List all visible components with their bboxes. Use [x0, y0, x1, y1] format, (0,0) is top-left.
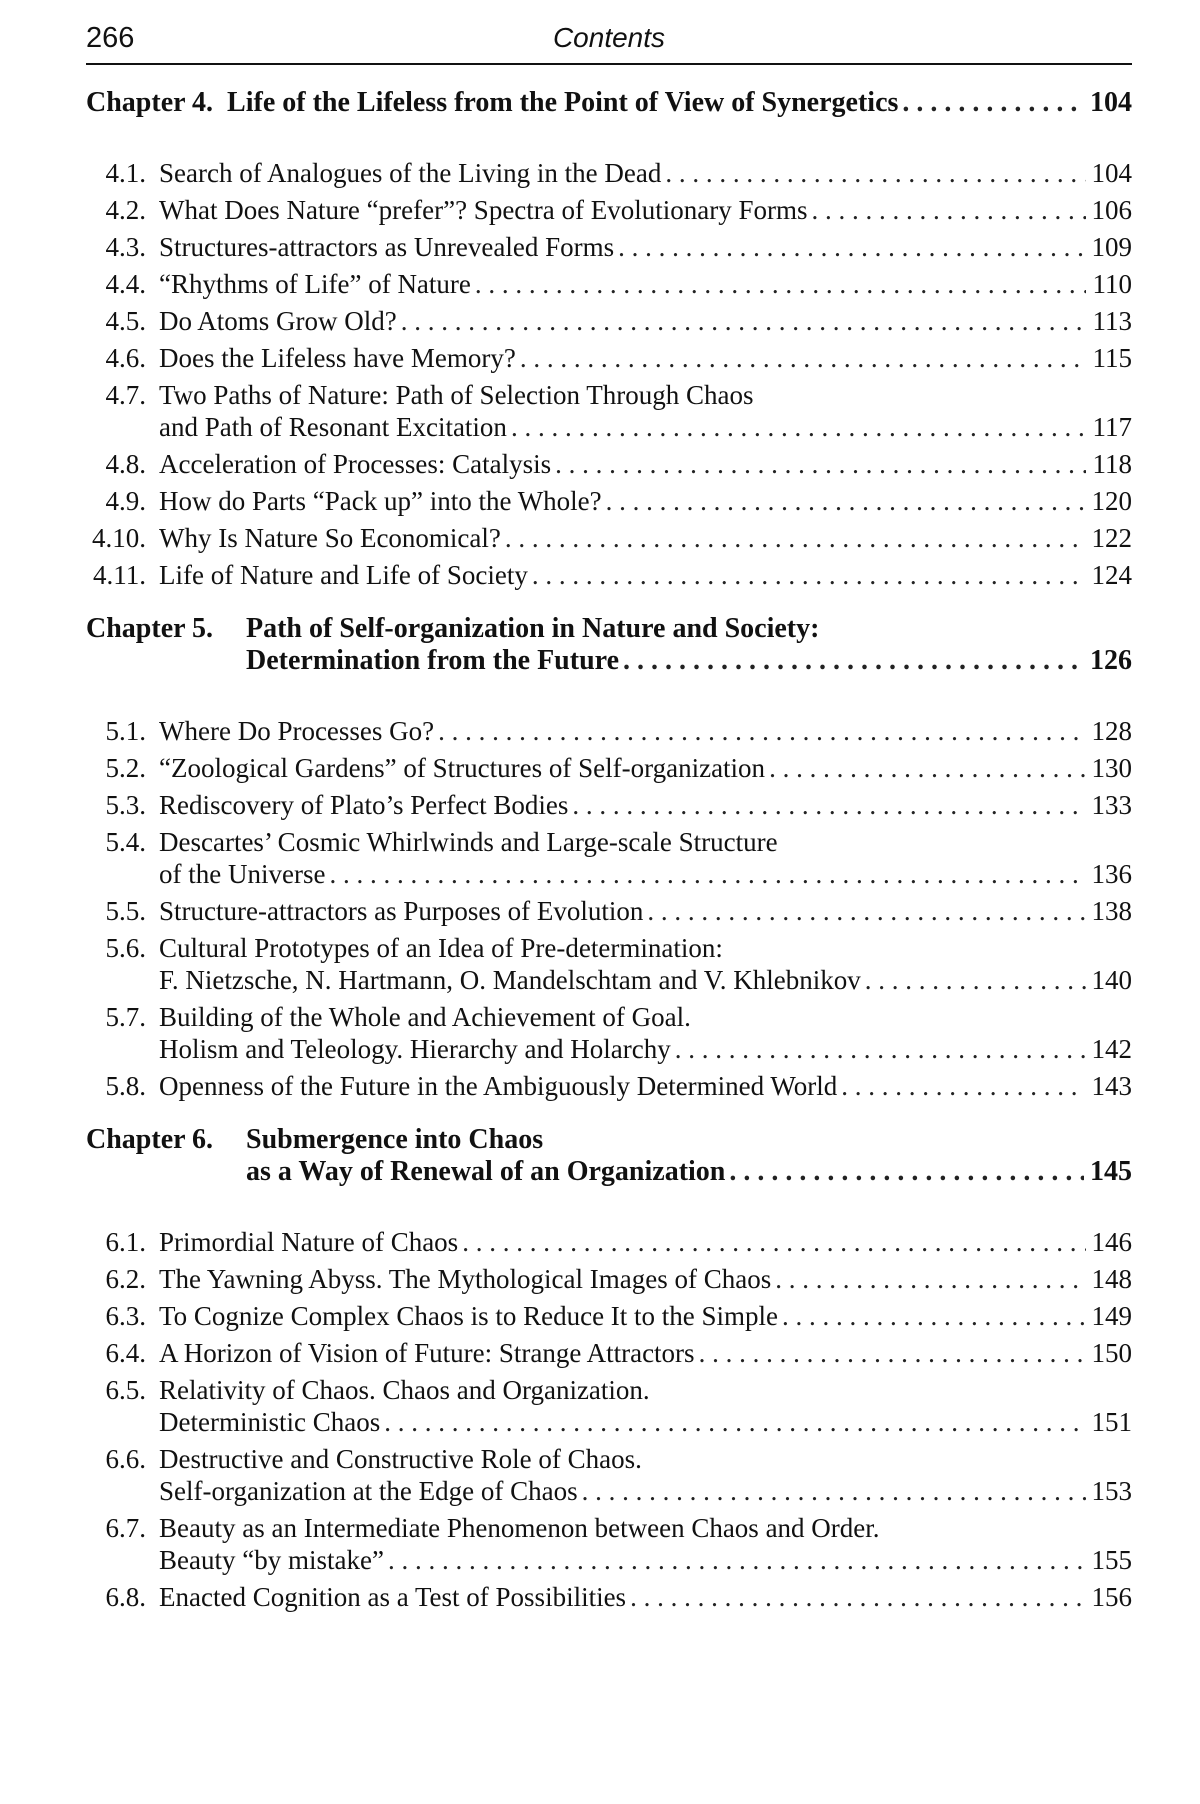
section-page-number: 138: [1091, 896, 1132, 926]
section-title-line: [159, 752, 1132, 784]
section-title-line: [159, 157, 1132, 189]
section-title-line: [159, 1070, 1132, 1102]
chapter-title: as a Way of Renewal of an Organization: [246, 1156, 726, 1187]
section-page-number: 110: [1092, 269, 1132, 299]
toc-entry[interactable]: [86, 1224, 1132, 1261]
section-title: F. Nietzsche, N. Hartmann, O. Mandelschtam and V. Khlebnikov: [159, 965, 861, 995]
section-title-block: [159, 1374, 1132, 1438]
section-title: Two Paths of Nature: Path of Selection Through Chaos: [159, 380, 754, 410]
section-number: 6.6.: [105, 1444, 146, 1474]
section-title: To Cognize Complex Chaos is to Reduce It to the Simple: [159, 1301, 779, 1331]
section-title-line: [159, 268, 1132, 300]
section-title-line: [159, 858, 1132, 890]
section-title-block: [159, 342, 1132, 374]
dot-leader: [438, 715, 1085, 747]
section-page-number: 136: [1091, 859, 1132, 889]
section-page-number: 149: [1091, 1301, 1132, 1331]
section-title: Self-organization at the Edge of Chaos: [159, 1476, 578, 1506]
section-title-block: [159, 1512, 1132, 1576]
section-page-number: 142: [1091, 1034, 1132, 1064]
section-number: 5.4.: [105, 827, 146, 857]
section-title: Descartes’ Cosmic Whirlwinds and Large-scale Structure: [159, 827, 778, 857]
section-title-line: [159, 1226, 1132, 1258]
dot-leader: [606, 485, 1086, 517]
section-page-number: 146: [1091, 1227, 1132, 1257]
section-number: 6.5.: [105, 1375, 146, 1405]
section-title-block: [159, 932, 1132, 996]
toc-entry[interactable]: [86, 750, 1132, 787]
section-title-block: [159, 522, 1132, 554]
section-title-line: [159, 1544, 1132, 1576]
section-title: of the Universe: [159, 859, 326, 889]
chapter-title: Submergence into Chaos: [246, 1124, 544, 1155]
section-page-number: 151: [1091, 1407, 1132, 1437]
section-page-number: 104: [1091, 158, 1132, 188]
chapter-page-number: 145: [1090, 1156, 1132, 1187]
chapter-title-line: [86, 86, 1132, 120]
section-title-line: [159, 411, 1132, 443]
section-number: 4.5.: [105, 306, 146, 336]
section-title: Structures-attractors as Unrevealed Forms: [159, 232, 615, 262]
dot-leader: [675, 1033, 1086, 1065]
section-title-block: [159, 1443, 1132, 1507]
section-title-block: [159, 379, 1132, 443]
section-title: The Yawning Abyss. The Mythological Images of Chaos: [159, 1264, 772, 1294]
chapter-spacer: [86, 594, 1132, 612]
toc-entry[interactable]: [86, 824, 1132, 893]
section-number: 6.1.: [105, 1227, 146, 1257]
chapter-heading[interactable]: [86, 612, 1132, 713]
toc-entry[interactable]: [86, 1298, 1132, 1335]
toc-entry[interactable]: [86, 557, 1132, 594]
section-number: 5.6.: [105, 933, 146, 963]
section-title-block: [159, 1263, 1132, 1295]
section-title-block: [159, 305, 1132, 337]
header-rule: [86, 63, 1132, 65]
dot-leader: [505, 522, 1086, 554]
chapter-title-line: [246, 644, 1132, 678]
toc-entry[interactable]: [86, 1579, 1132, 1616]
section-number: 4.7.: [105, 380, 146, 410]
section-title-line: [159, 789, 1132, 821]
section-title: Life of Nature and Life of Society: [159, 560, 528, 590]
section-title-block: [159, 1001, 1132, 1065]
dot-leader: [841, 1070, 1085, 1102]
dot-leader: [699, 1337, 1086, 1369]
section-title-line: [159, 305, 1132, 337]
section-title-block: [159, 1226, 1132, 1258]
section-title-block: [159, 268, 1132, 300]
dot-leader: [623, 644, 1084, 678]
section-title-block: [159, 1581, 1132, 1613]
section-title-line: [159, 342, 1132, 374]
section-title-block: [159, 485, 1132, 517]
chapter-heading[interactable]: [86, 86, 1132, 155]
section-number: 6.7.: [105, 1513, 146, 1543]
toc-entry[interactable]: [86, 787, 1132, 824]
dot-leader: [384, 1406, 1085, 1438]
chapter-number: Chapter 4.: [86, 87, 214, 118]
section-page-number: 106: [1091, 195, 1132, 225]
section-title: Holism and Teleology. Hierarchy and Holarchy: [159, 1034, 671, 1064]
section-title-line: [159, 522, 1132, 554]
dot-leader: [520, 342, 1086, 374]
section-title-block: [159, 826, 1132, 890]
section-title: Cultural Prototypes of an Idea of Pre-determination:: [159, 933, 723, 963]
section-number: 4.2.: [105, 195, 146, 225]
section-title: Why Is Nature So Economical?: [159, 523, 501, 553]
section-title-line: [159, 1406, 1132, 1438]
section-title: Enacted Cognition as a Test of Possibilities: [159, 1582, 627, 1612]
section-page-number: 118: [1092, 449, 1132, 479]
section-number: 6.8.: [105, 1582, 146, 1612]
section-title-line: [159, 1475, 1132, 1507]
section-page-number: 117: [1092, 412, 1132, 442]
section-number: 4.6.: [105, 343, 146, 373]
section-title-line: [159, 715, 1132, 747]
running-head: [86, 22, 1132, 62]
chapter-title: Path of Self-organization in Nature and Society:: [246, 613, 820, 644]
toc-entry[interactable]: [86, 893, 1132, 930]
section-title-line: [159, 448, 1132, 480]
section-title: Beauty as an Intermediate Phenomenon between Chaos and Order.: [159, 1513, 880, 1543]
chapter-page-number: 104: [1090, 87, 1132, 118]
section-number: 5.5.: [105, 896, 146, 926]
section-page-number: 115: [1092, 343, 1132, 373]
section-page-number: 130: [1091, 753, 1132, 783]
section-number: 5.7.: [105, 1002, 146, 1032]
chapter-number: Chapter 6.: [86, 1124, 214, 1155]
section-title: A Horizon of Vision of Future: Strange Attractors: [159, 1338, 695, 1368]
section-title-block: [159, 194, 1132, 226]
dot-leader: [582, 1475, 1086, 1507]
section-title: What Does Nature “prefer”? Spectra of Evolutionary Forms: [159, 195, 808, 225]
section-page-number: 140: [1091, 965, 1132, 995]
dot-leader: [647, 895, 1085, 927]
section-title-line: [159, 194, 1132, 226]
section-title-line: [159, 1263, 1132, 1295]
toc-entry[interactable]: [86, 999, 1132, 1068]
section-title: Do Atoms Grow Old?: [159, 306, 397, 336]
toc-entry[interactable]: [86, 1335, 1132, 1372]
section-title-line: [159, 1033, 1132, 1065]
toc-entry[interactable]: [86, 713, 1132, 750]
section-page-number: 133: [1091, 790, 1132, 820]
section-title: Acceleration of Processes: Catalysis: [159, 449, 552, 479]
chapter-title-line: [246, 1155, 1132, 1189]
dot-leader: [618, 231, 1085, 263]
section-title-block: [159, 559, 1132, 591]
dot-leader: [532, 559, 1086, 591]
chapter-number: Chapter 5.: [86, 613, 214, 644]
section-page-number: 155: [1091, 1545, 1132, 1575]
section-number: 4.3.: [105, 232, 146, 262]
section-page-number: 128: [1091, 716, 1132, 746]
dot-leader: [401, 305, 1086, 337]
toc-entry[interactable]: [86, 930, 1132, 999]
section-page-number: 153: [1091, 1476, 1132, 1506]
toc-entry[interactable]: [86, 303, 1132, 340]
dot-leader: [329, 858, 1085, 890]
section-title-block: [159, 715, 1132, 747]
section-title: Openness of the Future in the Ambiguously Determined World: [159, 1071, 838, 1101]
section-title-line: [159, 485, 1132, 517]
chapter-spacer: [86, 1105, 1132, 1123]
table-of-contents: [86, 86, 1132, 1616]
toc-entry[interactable]: [86, 266, 1132, 303]
toc-entry[interactable]: [86, 377, 1132, 446]
section-page-number: 109: [1091, 232, 1132, 262]
section-page-number: 120: [1091, 486, 1132, 516]
dot-leader: [812, 194, 1086, 226]
section-title: Destructive and Constructive Role of Chaos.: [159, 1444, 642, 1474]
section-page-number: 150: [1091, 1338, 1132, 1368]
toc-entry[interactable]: [86, 340, 1132, 377]
section-title: “Rhythms of Life” of Nature: [159, 269, 471, 299]
toc-entry[interactable]: [86, 1510, 1132, 1579]
section-number: 6.2.: [105, 1264, 146, 1294]
dot-leader: [572, 789, 1085, 821]
section-title-block: [159, 752, 1132, 784]
section-title-block: [159, 789, 1132, 821]
page-number: 266: [86, 22, 135, 54]
section-title: “Zoological Gardens” of Structures of Self-organization: [159, 753, 766, 783]
dot-leader: [782, 1300, 1085, 1332]
section-number: 4.9.: [105, 486, 146, 516]
section-title-line: [159, 1300, 1132, 1332]
section-title: How do Parts “Pack up” into the Whole?: [159, 486, 602, 516]
toc-entry[interactable]: [86, 192, 1132, 229]
book-page: [86, 0, 1132, 1804]
section-title: Deterministic Chaos: [159, 1407, 381, 1437]
chapter-page-number: 126: [1090, 645, 1132, 676]
section-number: 6.4.: [105, 1338, 146, 1368]
section-title: Relativity of Chaos. Chaos and Organization.: [159, 1375, 650, 1405]
toc-entry[interactable]: [86, 1261, 1132, 1298]
section-title: Where Do Processes Go?: [159, 716, 435, 746]
toc-entry[interactable]: [86, 520, 1132, 557]
section-title: Beauty “by mistake”: [159, 1545, 384, 1575]
toc-entry[interactable]: [86, 446, 1132, 483]
section-title: and Path of Resonant Excitation: [159, 412, 507, 442]
dot-leader: [665, 157, 1085, 189]
dot-leader: [630, 1581, 1085, 1613]
section-title-block: [159, 1337, 1132, 1369]
section-page-number: 124: [1091, 560, 1132, 590]
toc-entry[interactable]: [86, 229, 1132, 266]
chapter-title: Determination from the Future: [246, 645, 619, 676]
section-number: 4.1.: [105, 158, 146, 188]
dot-leader: [475, 268, 1086, 300]
section-page-number: 122: [1091, 523, 1132, 553]
dot-leader: [769, 752, 1085, 784]
section-title: Search of Analogues of the Living in the Dead: [159, 158, 662, 188]
section-title-block: [159, 157, 1132, 189]
chapter-heading[interactable]: [86, 1123, 1132, 1224]
section-page-number: 113: [1092, 306, 1132, 336]
dot-leader: [775, 1263, 1085, 1295]
toc-entry[interactable]: [86, 1068, 1132, 1105]
section-title-block: [159, 1300, 1132, 1332]
section-title-line: [159, 231, 1132, 263]
dot-leader: [555, 448, 1086, 480]
dot-leader: [729, 1155, 1084, 1189]
toc-entry[interactable]: [86, 155, 1132, 192]
dot-leader: [511, 411, 1086, 443]
dot-leader: [388, 1544, 1086, 1576]
section-number: 4.11.: [93, 560, 146, 590]
section-title: Structure-attractors as Purposes of Evolution: [159, 896, 644, 926]
dot-leader: [462, 1226, 1085, 1258]
toc-entry[interactable]: [86, 1372, 1132, 1441]
section-title-block: [159, 1070, 1132, 1102]
dot-leader: [902, 86, 1084, 120]
toc-entry[interactable]: [86, 1441, 1132, 1510]
section-number: 6.3.: [105, 1301, 146, 1331]
section-title: Does the Lifeless have Memory?: [159, 343, 516, 373]
running-title: Contents: [552, 22, 666, 53]
chapter-title: Life of the Lifeless from the Point of View of Synergetics: [227, 87, 899, 118]
section-page-number: 143: [1091, 1071, 1132, 1101]
section-page-number: 156: [1091, 1582, 1132, 1612]
section-number: 5.3.: [105, 790, 146, 820]
section-title-block: [159, 231, 1132, 263]
section-title-line: [159, 895, 1132, 927]
section-page-number: 148: [1091, 1264, 1132, 1294]
section-title: Building of the Whole and Achievement of Goal.: [159, 1002, 691, 1032]
section-title: Primordial Nature of Chaos: [159, 1227, 459, 1257]
section-title: Rediscovery of Plato’s Perfect Bodies: [159, 790, 569, 820]
section-title-line: [159, 559, 1132, 591]
section-number: 4.10.: [92, 523, 146, 553]
section-title-line: [159, 1337, 1132, 1369]
section-title-block: [159, 895, 1132, 927]
section-number: 5.8.: [105, 1071, 146, 1101]
toc-entry[interactable]: [86, 483, 1132, 520]
dot-leader: [865, 964, 1086, 996]
section-number: 4.4.: [105, 269, 146, 299]
section-number: 4.8.: [105, 449, 146, 479]
section-title-line: [159, 1581, 1132, 1613]
section-number: 5.2.: [105, 753, 146, 783]
section-number: 5.1.: [105, 716, 146, 746]
section-title-block: [159, 448, 1132, 480]
section-title-line: [159, 964, 1132, 996]
